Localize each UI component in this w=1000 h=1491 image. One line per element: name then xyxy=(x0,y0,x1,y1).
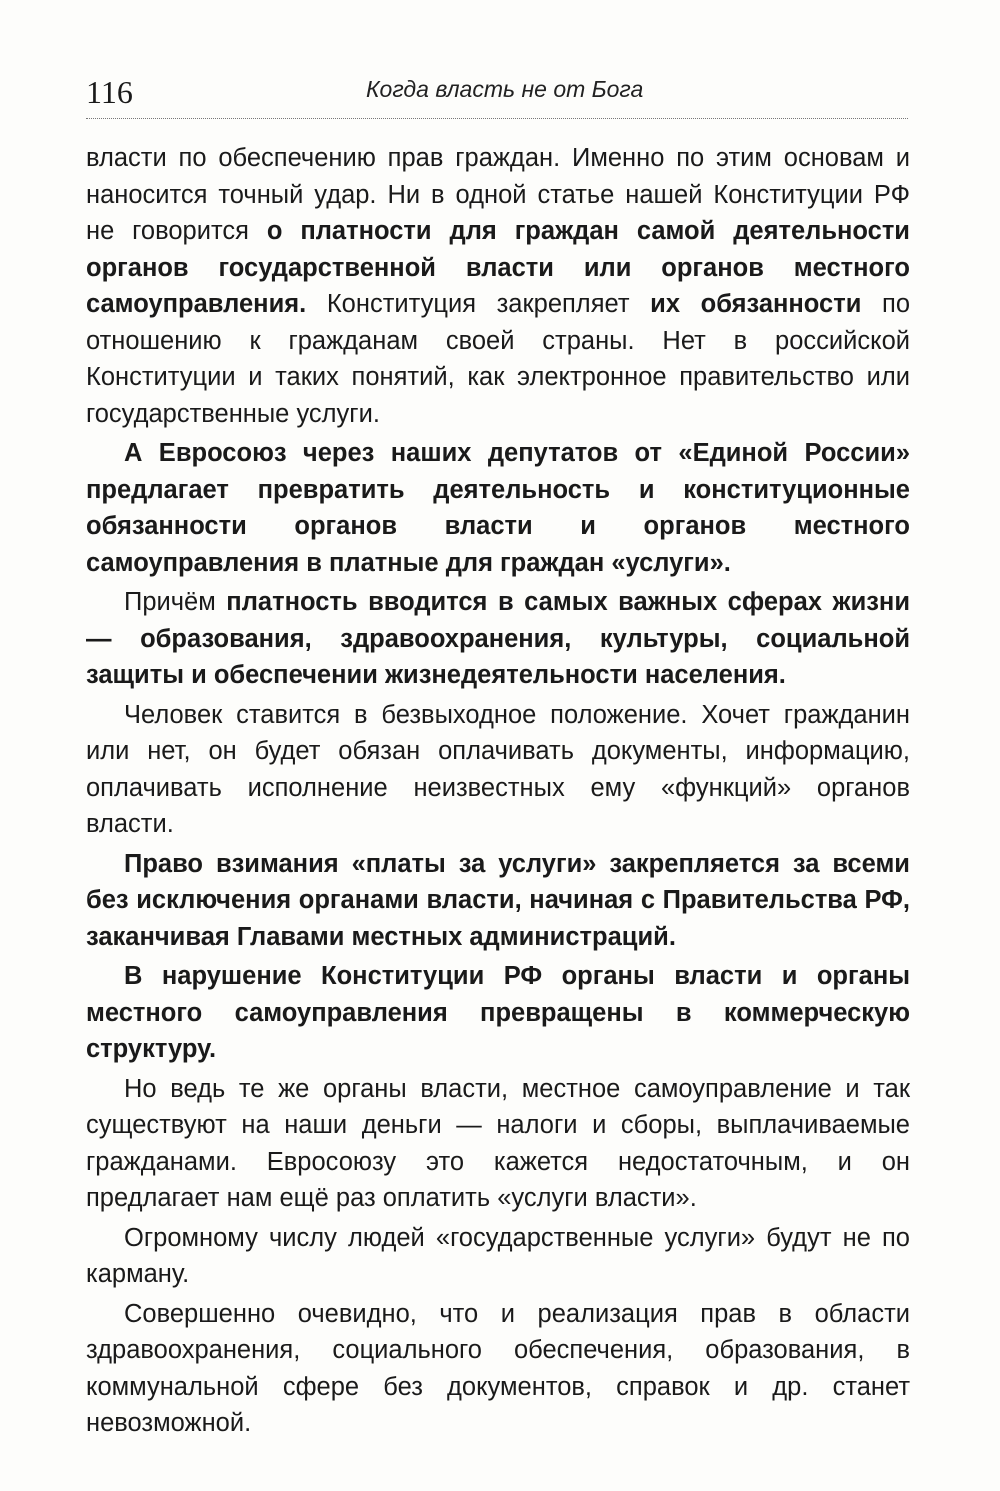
paragraph-9 xyxy=(86,1296,910,1442)
paragraph-6 xyxy=(86,958,910,1068)
running-title: Когда власть не от Бога xyxy=(366,76,644,102)
paragraph-5 xyxy=(86,846,910,956)
text-segment: по отношению к гражданам своей страны. Нет в российской Конституции и таких понятий, как электронное правительство или государственные услуги. xyxy=(86,290,911,428)
text-segment: Причём xyxy=(124,588,227,616)
text-segment-bold: В нарушение Конституции РФ органы власти и органы местного самоуправления превращены в коммерческую структуру. xyxy=(86,962,910,1063)
paragraph-3 xyxy=(86,584,910,694)
paragraph-2 xyxy=(86,435,910,581)
text-segment: власти по обеспечению прав граждан. Именно по этим основам и наносится точный удар. Ни в одной статье нашей Конституции РФ не говорится xyxy=(86,144,910,245)
text-segment: Но ведь те же органы власти, местное самоуправление и так существуют на наши деньги — налоги и сборы, выплачиваемые гражданами. Евросоюзу это кажется недостаточным, и он предлагает нам ещё раз оплатить «услуги власти». xyxy=(86,1074,910,1212)
text-segment: Огромному числу людей «государственные услуги» будут не по карману. xyxy=(86,1223,910,1288)
text-segment-bold: о платности для граждан самой деятельности органов государственной власти или органов местного самоуправления. xyxy=(86,217,910,318)
text-segment-bold: платность вводится в самых важных сферах жизни — образования, здравоохранения, культуры, социальной защиты и обеспечении жизнедеятельности населения. xyxy=(86,588,911,689)
text-segment-bold: их обязанности xyxy=(650,290,862,318)
paragraph-1 xyxy=(86,140,910,432)
paragraph-7 xyxy=(86,1071,910,1217)
page-header xyxy=(86,70,908,110)
paragraph-4 xyxy=(86,697,910,843)
text-segment: Совершенно очевидно, что и реализация прав в области здравоохранения, социального обеспечения, образования, в коммунальной сфере без документов, справок и др. станет невозможной. xyxy=(86,1299,910,1437)
paragraph-8 xyxy=(86,1220,910,1293)
text-segment-bold: Право взимания «платы за услуги» закрепляется за всеми без исключения органами власти, начиная с Правительства РФ, заканчивая Главами местных администраций. xyxy=(86,849,910,951)
text-segment-bold: А Евросоюз через наших депутатов от «Единой России» предлагает превратить деятельность и конституционные обязанности органов власти и органов местного самоуправления в платные для граждан «услуги». xyxy=(86,439,910,577)
body-text xyxy=(86,140,910,1442)
header-divider xyxy=(86,118,908,119)
text-segment: Человек ставится в безвыходное положение. Хочет гражданин или нет, он будет обязан оплачивать документы, информацию, оплачивать исполнение неизвестных ему «функций» органов власти. xyxy=(86,700,910,838)
text-segment: Конституция закрепляет xyxy=(306,290,651,318)
page-number: 116 xyxy=(86,74,133,110)
